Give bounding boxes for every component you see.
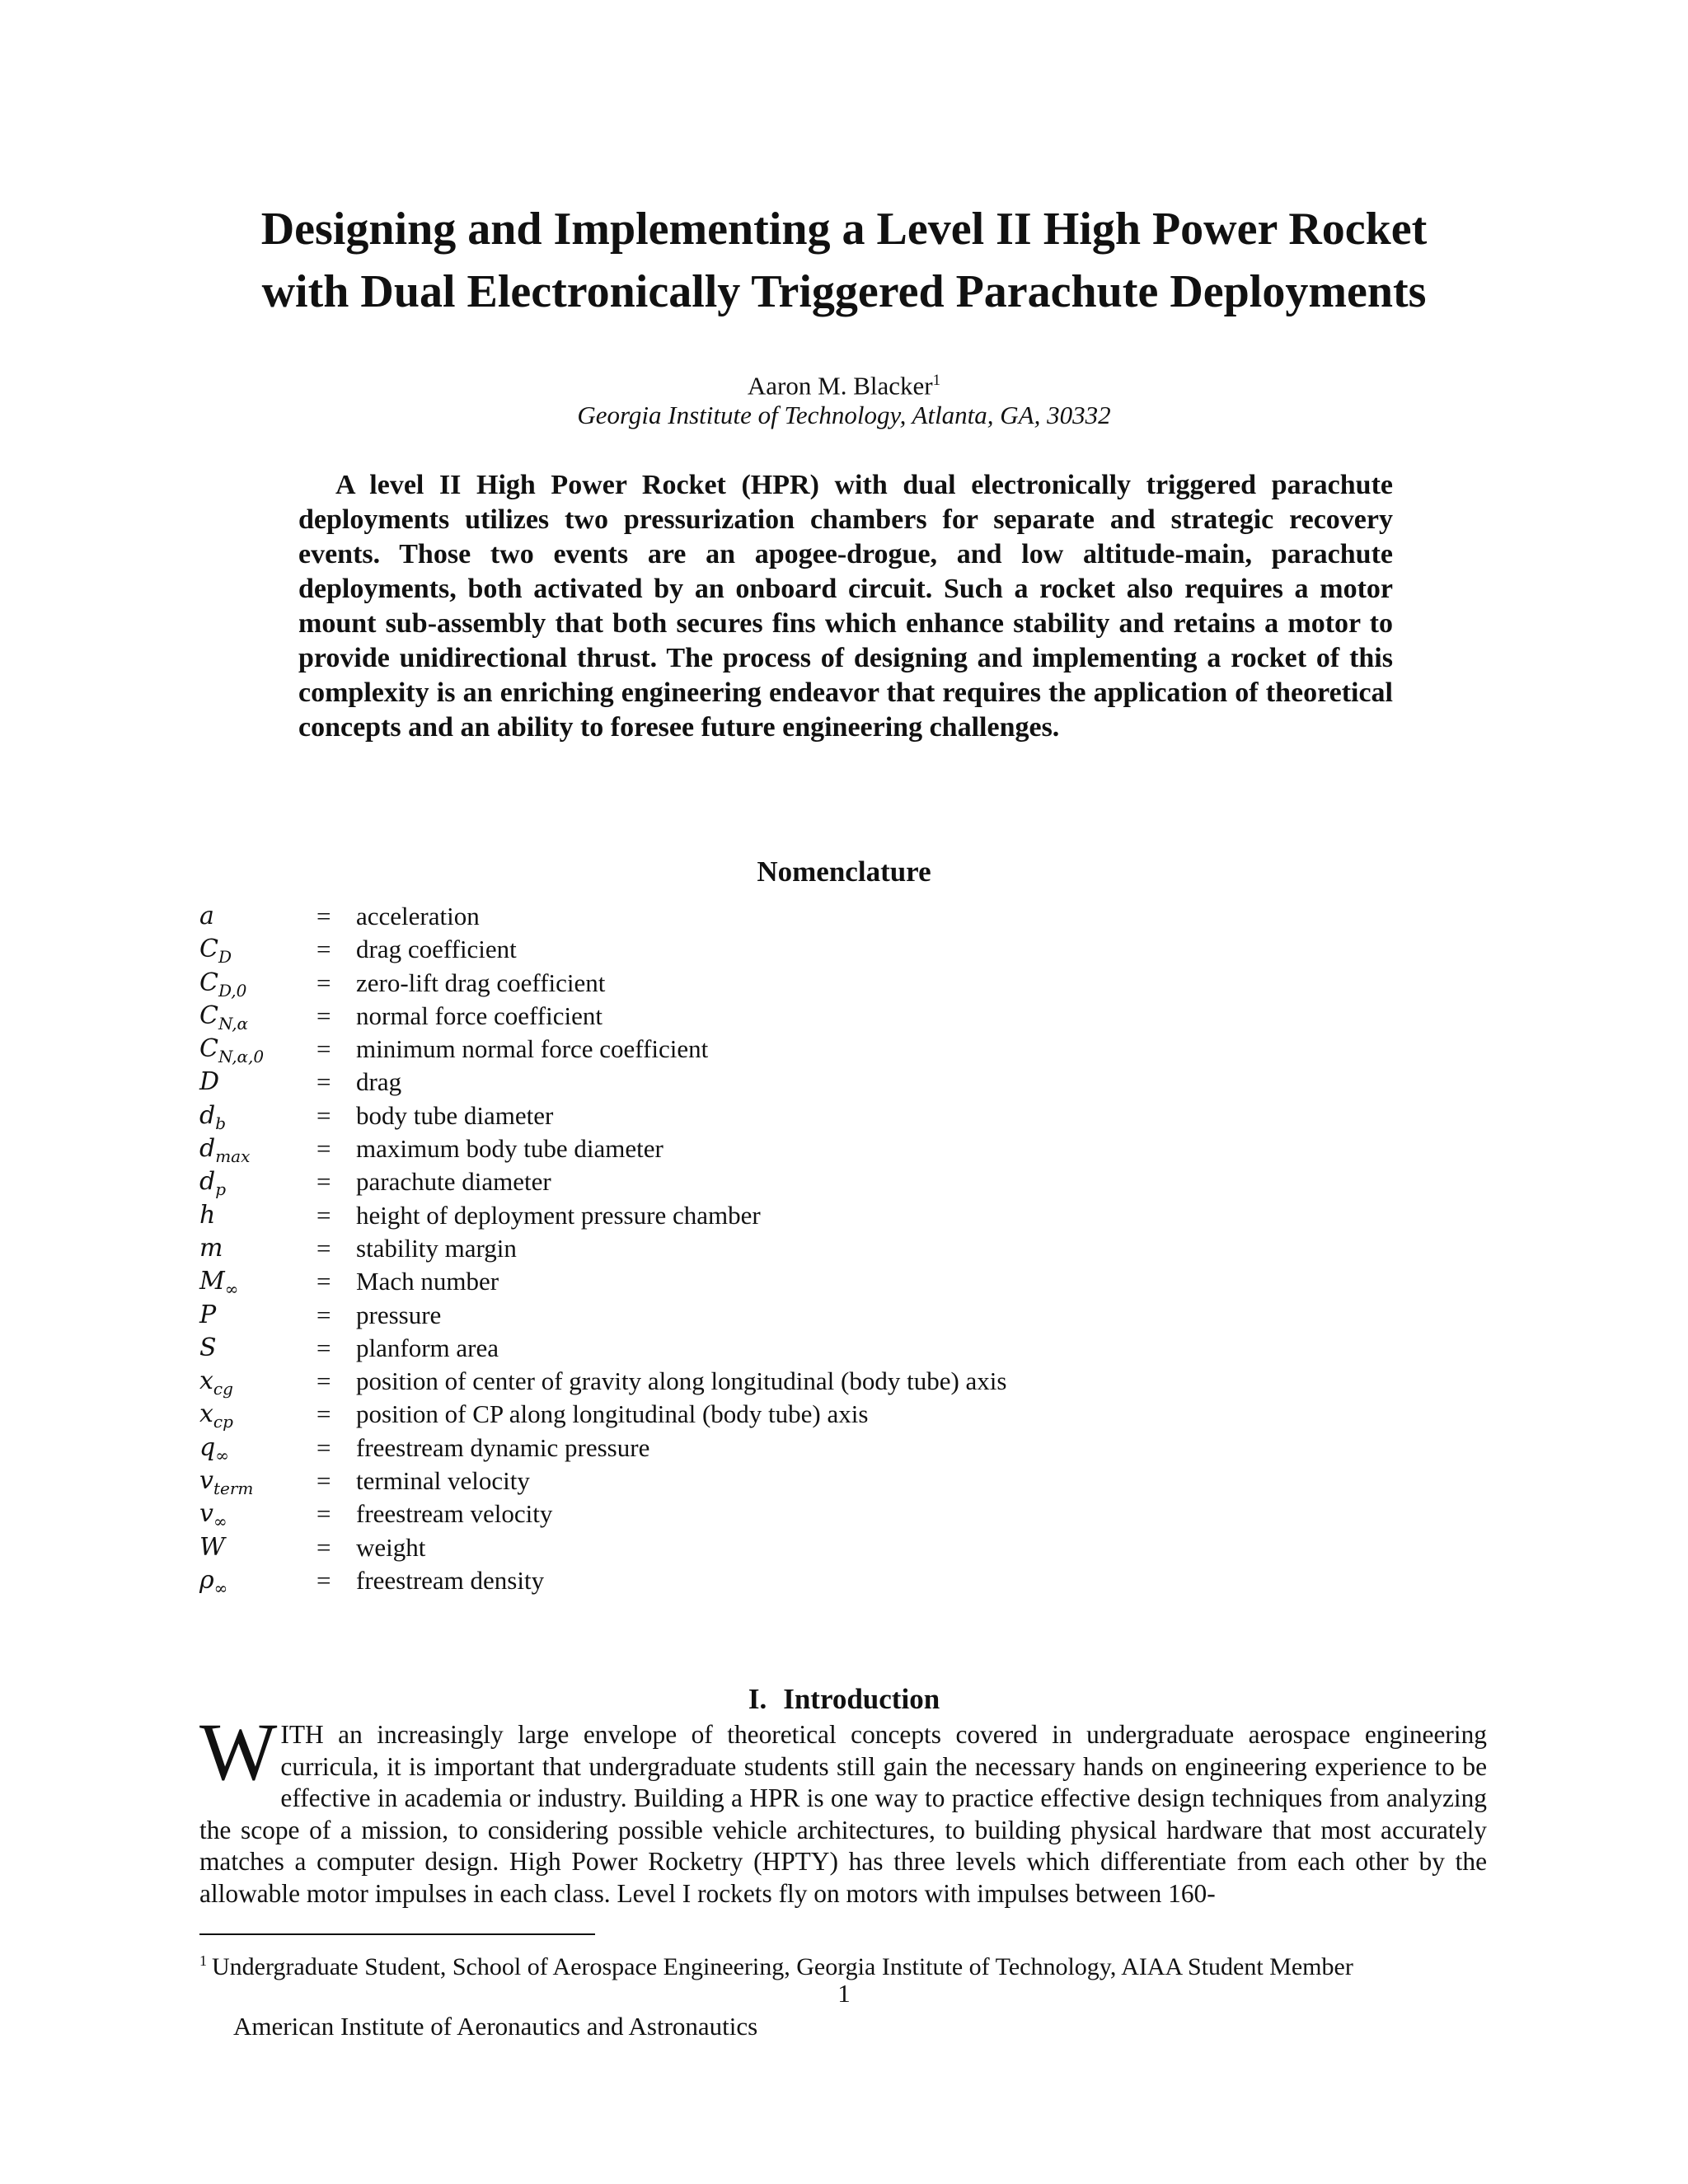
nomenclature-definition: body tube diameter (356, 1100, 554, 1130)
nomenclature-equals: = (316, 1034, 331, 1064)
author-footnote-mark: 1 (932, 372, 941, 389)
nomenclature-equals: = (316, 1001, 331, 1030)
symbol-subscript: D (218, 947, 232, 968)
nomenclature-row (199, 1000, 1518, 1033)
nomenclature-equals: = (316, 1399, 331, 1429)
nomenclature-row (199, 1132, 1518, 1165)
nomenclature-equals: = (316, 1499, 331, 1529)
nomenclature-definition: parachute diameter (356, 1167, 551, 1197)
nomenclature-definition: freestream dynamic pressure (356, 1432, 650, 1462)
symbol-base: ρ (199, 1565, 214, 1595)
nomenclature-symbol (199, 1201, 215, 1230)
nomenclature-symbol (199, 1399, 233, 1432)
nomenclature-definition: minimum normal force coefficient (356, 1034, 709, 1064)
nomenclature-definition: pressure (356, 1300, 442, 1329)
author-line (0, 364, 1688, 402)
nomenclature-row (199, 1432, 1518, 1465)
nomenclature-equals: = (316, 1200, 331, 1230)
nomenclature-row (199, 1099, 1518, 1132)
nomenclature-equals: = (316, 1100, 331, 1130)
symbol-base: m (199, 1233, 223, 1263)
nomenclature-row (199, 1299, 1518, 1332)
nomenclature-heading: Nomenclature (757, 855, 931, 888)
nomenclature-equals: = (316, 1565, 331, 1595)
symbol-base: S (199, 1333, 217, 1362)
nomenclature-symbol (199, 1566, 227, 1598)
title-line-1: Designing and Implementing a Level II High Power Rocket (260, 204, 1428, 255)
nomenclature-equals: = (316, 1432, 331, 1462)
nomenclature-equals: = (316, 935, 331, 964)
nomenclature-symbol (199, 1301, 216, 1329)
nomenclature-definition: drag (356, 1067, 402, 1097)
symbol-subscript: cp (213, 1412, 233, 1432)
nomenclature-equals: = (316, 1067, 331, 1097)
nomenclature-definition: position of CP along longitudinal (body tube) axis (356, 1399, 869, 1429)
affiliation: Georgia Institute of Technology, Atlanta, GA, 30332 (577, 401, 1111, 429)
nomenclature-row (199, 1564, 1518, 1597)
nomenclature-equals: = (316, 902, 331, 930)
symbol-subscript: ∞ (215, 1445, 229, 1465)
nomenclature-equals: = (316, 1267, 331, 1296)
symbol-base: C (199, 968, 218, 997)
nomenclature-row (199, 1332, 1518, 1365)
nomenclature-row (199, 900, 1518, 933)
nomenclature-symbol (199, 1101, 226, 1133)
nomenclature-definition: planform area (356, 1333, 499, 1362)
nomenclature-definition: drag coefficient (356, 935, 517, 964)
symbol-base: C (199, 1001, 218, 1030)
symbol-base: d (199, 1100, 216, 1130)
title-line-2: with Dual Electronically Triggered Parachute Deployments (261, 266, 1427, 317)
nomenclature-definition: stability margin (356, 1233, 517, 1263)
nomenclature-equals: = (316, 968, 331, 997)
symbol-base: M (199, 1267, 225, 1296)
nomenclature-row (199, 1199, 1518, 1232)
author-name: Aaron M. Blacker (747, 371, 933, 401)
symbol-base: h (199, 1200, 216, 1230)
intro-first-words: ITH (280, 1720, 324, 1749)
nomenclature-equals: = (316, 1134, 331, 1164)
nomenclature-symbol (199, 902, 214, 930)
nomenclature-list (199, 900, 1518, 1597)
nomenclature-symbol (199, 1333, 217, 1362)
nomenclature-definition: zero-lift drag coefficient (356, 968, 606, 997)
symbol-base: d (199, 1167, 216, 1197)
symbol-base: W (199, 1532, 225, 1562)
nomenclature-equals: = (316, 1167, 331, 1197)
symbol-base: P (199, 1300, 217, 1329)
nomenclature-equals: = (316, 1233, 331, 1263)
nomenclature-definition: freestream density (356, 1565, 545, 1595)
nomenclature-row (199, 1066, 1518, 1099)
nomenclature-symbol (199, 1001, 248, 1033)
symbol-subscript: N,α,0 (218, 1047, 265, 1067)
nomenclature-definition: height of deployment pressure chamber (356, 1200, 761, 1230)
symbol-base: C (199, 1034, 218, 1064)
nomenclature-symbol (199, 1267, 238, 1299)
nomenclature-row (199, 1232, 1518, 1265)
symbol-subscript: N,α (218, 1013, 249, 1033)
nomenclature-row (199, 933, 1518, 966)
nomenclature-symbol (199, 1067, 219, 1096)
nomenclature-row (199, 1497, 1518, 1530)
symbol-base: v (199, 1499, 213, 1529)
nomenclature-symbol (199, 1499, 227, 1531)
symbol-subscript: ∞ (213, 1577, 228, 1598)
symbol-subscript: ∞ (224, 1279, 239, 1300)
nomenclature-definition: position of center of gravity along longitudinal (body tube) axis (356, 1366, 1007, 1396)
symbol-subscript: D,0 (218, 980, 247, 1001)
paper-title (115, 198, 1573, 323)
intro-body-text: an increasingly large envelope of theoretical concepts covered in undergraduate aerospace engineering curricula, it is important that undergraduate students still gain the necessary hands on engineering experience to be effective in academia or industry. Building a HPR is one way to practice effective design techniques from analyzing the scope of a mission, to considering possible vehicle architectures, to building physical hardware that most accurately matches a computer design. High Power Rocketry (HPTY) has three levels which differentiate from each other by the allowable motor impulses in each class. Level I rockets fly on motors with impulses between 160- (199, 1720, 1487, 1908)
nomenclature-equals: = (316, 1532, 331, 1562)
symbol-base: q (199, 1432, 216, 1462)
nomenclature-row (199, 1365, 1518, 1398)
footnote-mark: 1 (199, 1952, 207, 1969)
symbol-base: a (199, 902, 214, 930)
nomenclature-equals: = (316, 1300, 331, 1329)
nomenclature-row (199, 1165, 1518, 1198)
symbol-base: C (199, 935, 218, 964)
nomenclature-row (199, 967, 1518, 1000)
nomenclature-equals: = (316, 1466, 331, 1496)
footnote-rule (199, 1933, 595, 1935)
nomenclature-symbol (199, 1167, 226, 1199)
nomenclature-equals: = (316, 1333, 331, 1362)
drop-cap: W (199, 1706, 278, 1797)
nomenclature-symbol (199, 1533, 225, 1562)
introduction-paragraph (199, 1706, 1487, 1910)
page-number: 1 (837, 1979, 851, 2008)
nomenclature-row (199, 1033, 1518, 1066)
nomenclature-symbol (199, 1366, 233, 1399)
section-title: Introduction (783, 1683, 940, 1715)
nomenclature-row (199, 1265, 1518, 1298)
nomenclature-definition: terminal velocity (356, 1466, 530, 1496)
nomenclature-row (199, 1465, 1518, 1497)
symbol-subscript: p (215, 1179, 227, 1200)
nomenclature-symbol (199, 968, 246, 1001)
nomenclature-symbol (199, 1433, 229, 1465)
symbol-base: d (199, 1134, 216, 1164)
section-number: I. (748, 1683, 767, 1715)
symbol-subscript: b (215, 1113, 227, 1133)
symbol-subscript: max (215, 1146, 251, 1167)
nomenclature-symbol (199, 1134, 250, 1166)
nomenclature-symbol (199, 1234, 223, 1263)
nomenclature-symbol (199, 1034, 264, 1066)
nomenclature-definition: acceleration (356, 902, 480, 930)
nomenclature-symbol (199, 935, 232, 967)
symbol-base: v (199, 1466, 213, 1496)
nomenclature-row (199, 1531, 1518, 1564)
symbol-base: x (199, 1366, 213, 1396)
symbol-base: x (199, 1399, 213, 1429)
symbol-base: D (199, 1067, 220, 1097)
nomenclature-definition: maximum body tube diameter (356, 1134, 663, 1164)
symbol-subscript: ∞ (213, 1511, 227, 1532)
abstract: A level II High Power Rocket (HPR) with dual electronically triggered parachute deployments utilizes two pressurization chambers for separate and strategic recovery events. Those two events are an apogee-drogue, and low altitude-main, parachute deployments, both activated by an onboard circuit. Such a rocket also requires a motor mount sub-assembly that both secures fins which enhance stability and retains a motor to provide unidirectional thrust. The process of designing and implementing a rocket of this complexity is an enriching engineering endeavor that requires the application of theoretical concepts and an ability to foresee future engineering challenges. (298, 470, 1393, 743)
symbol-subscript: cg (213, 1379, 233, 1399)
nomenclature-symbol (199, 1466, 253, 1498)
footnote-text: Undergraduate Student, School of Aerospace Engineering, Georgia Institute of Technology, AIAA Student Member (212, 1953, 1353, 1980)
nomenclature-definition: freestream velocity (356, 1499, 553, 1529)
organization-footer: American Institute of Aeronautics and Astronautics (233, 2012, 758, 2041)
nomenclature-definition: normal force coefficient (356, 1001, 603, 1030)
nomenclature-definition: Mach number (356, 1267, 499, 1296)
nomenclature-row (199, 1398, 1518, 1431)
nomenclature-equals: = (316, 1366, 331, 1396)
nomenclature-definition: weight (356, 1532, 426, 1562)
symbol-subscript: term (213, 1479, 254, 1499)
